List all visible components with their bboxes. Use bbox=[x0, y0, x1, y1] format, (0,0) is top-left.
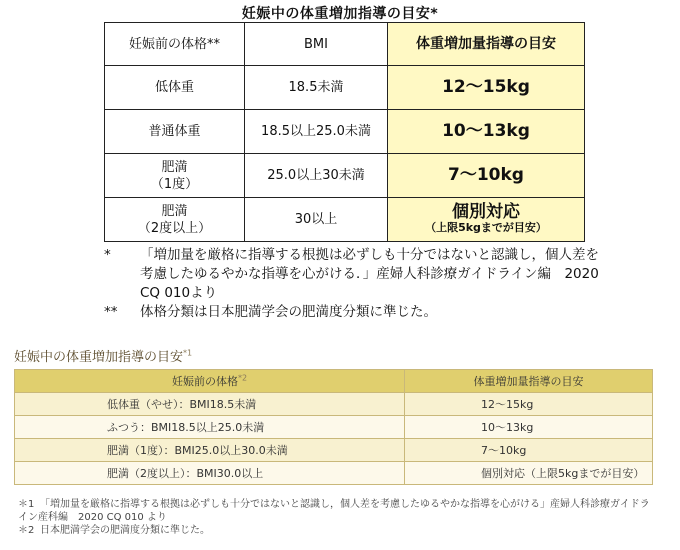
gain-cell: 7～10kg bbox=[405, 439, 653, 462]
bmi-cell: 18.5以上25.0未満 bbox=[245, 110, 388, 154]
weight-gain-table-2 bbox=[14, 369, 653, 485]
gain-cell: 12～15kg bbox=[388, 66, 585, 110]
header-physique: 妊娠前の体格** bbox=[105, 23, 245, 66]
category-label: 肥満 bbox=[161, 159, 188, 175]
note-item bbox=[18, 498, 658, 524]
table-row bbox=[105, 66, 585, 110]
category-cell: ふつう：BMI18.5以上25.0未満 bbox=[15, 416, 405, 439]
category-cell bbox=[105, 154, 245, 198]
bmi-cell: 25.0以上30未満 bbox=[245, 154, 388, 198]
table-row bbox=[15, 439, 653, 462]
table-row bbox=[105, 198, 585, 242]
gain-subnote: （上限5kgまでが目安） bbox=[425, 221, 547, 234]
table2-title-text: 妊娠中の体重増加指導の目安 bbox=[14, 350, 184, 365]
table-header-row bbox=[15, 370, 653, 393]
note-text: 日本肥満学会の肥満度分類に準じた。 bbox=[40, 525, 210, 536]
category-cell: 低体重（やせ）：BMI18.5未満 bbox=[15, 393, 405, 416]
header-physique-text: 妊娠前の体格 bbox=[171, 375, 238, 388]
category-label: 普通体重 bbox=[148, 124, 201, 139]
category-label: 肥満 bbox=[161, 203, 188, 219]
table-row bbox=[15, 416, 653, 439]
category-cell: 肥満（1度）：BMI25.0以上30.0未満 bbox=[15, 439, 405, 462]
table-row bbox=[105, 110, 585, 154]
note-mark: ** bbox=[104, 304, 118, 320]
table-row bbox=[105, 154, 585, 198]
gain-cell: 12～15kg bbox=[405, 393, 653, 416]
note-text: 「増加量を厳格に指導する根拠は必ずしも十分ではないと認識し，個人差を考慮したゆるやかな指導を心がける．」産婦人科診療ガイドライン編 2020 CQ 010より bbox=[140, 247, 599, 301]
table1-notes bbox=[104, 246, 604, 322]
header-weight-gain: 体重増加量指導の目安 bbox=[388, 23, 585, 66]
category-cell: 肥満（2度以上）：BMI30.0以上 bbox=[15, 462, 405, 485]
note-text: 体格分類は日本肥満学会の肥満度分類に準じた。 bbox=[140, 304, 437, 320]
footnote-ref: *1 bbox=[183, 348, 193, 358]
table-row bbox=[15, 393, 653, 416]
gain-value: 個別対応 bbox=[452, 202, 520, 222]
category-cell bbox=[105, 66, 245, 110]
header-physique bbox=[15, 370, 405, 393]
note-item bbox=[18, 524, 658, 537]
category-sublabel: （1度） bbox=[150, 176, 199, 192]
table1-title: 妊娠中の体重増加指導の目安* bbox=[241, 6, 439, 22]
gain-cell: 7～10kg bbox=[388, 154, 585, 198]
header-weight-gain: 体重増加量指導の目安 bbox=[405, 370, 653, 393]
footnote-ref: *2 bbox=[237, 373, 248, 383]
table2-title bbox=[14, 346, 192, 365]
note-text: 「増加量を厳格に指導する根拠は必ずしも十分ではないと認識し，個人差を考慮したゆるやかな指導を心がける」産婦人科診療ガイドライン産科編 2020 CQ 010 より bbox=[18, 499, 650, 523]
note-item bbox=[104, 246, 604, 303]
note-mark: ＊1 bbox=[18, 499, 35, 510]
weight-gain-table-1 bbox=[104, 22, 585, 242]
category-sublabel: （2度以上） bbox=[137, 220, 212, 236]
header-bmi: BMI bbox=[245, 23, 388, 66]
table2-notes bbox=[18, 498, 658, 537]
gain-cell bbox=[388, 198, 585, 242]
category-cell bbox=[105, 198, 245, 242]
note-mark: * bbox=[104, 247, 111, 263]
gain-cell: 個別対応（上限5kgまでが目安） bbox=[405, 462, 653, 485]
category-label: 低体重 bbox=[154, 80, 194, 95]
table-header-row bbox=[105, 23, 585, 66]
table-row bbox=[15, 462, 653, 485]
category-cell bbox=[105, 110, 245, 154]
bmi-cell: 30以上 bbox=[245, 198, 388, 242]
bmi-cell: 18.5未満 bbox=[245, 66, 388, 110]
gain-cell: 10～13kg bbox=[388, 110, 585, 154]
note-item bbox=[104, 303, 604, 322]
note-mark: ＊2 bbox=[18, 525, 35, 536]
gain-cell: 10～13kg bbox=[405, 416, 653, 439]
